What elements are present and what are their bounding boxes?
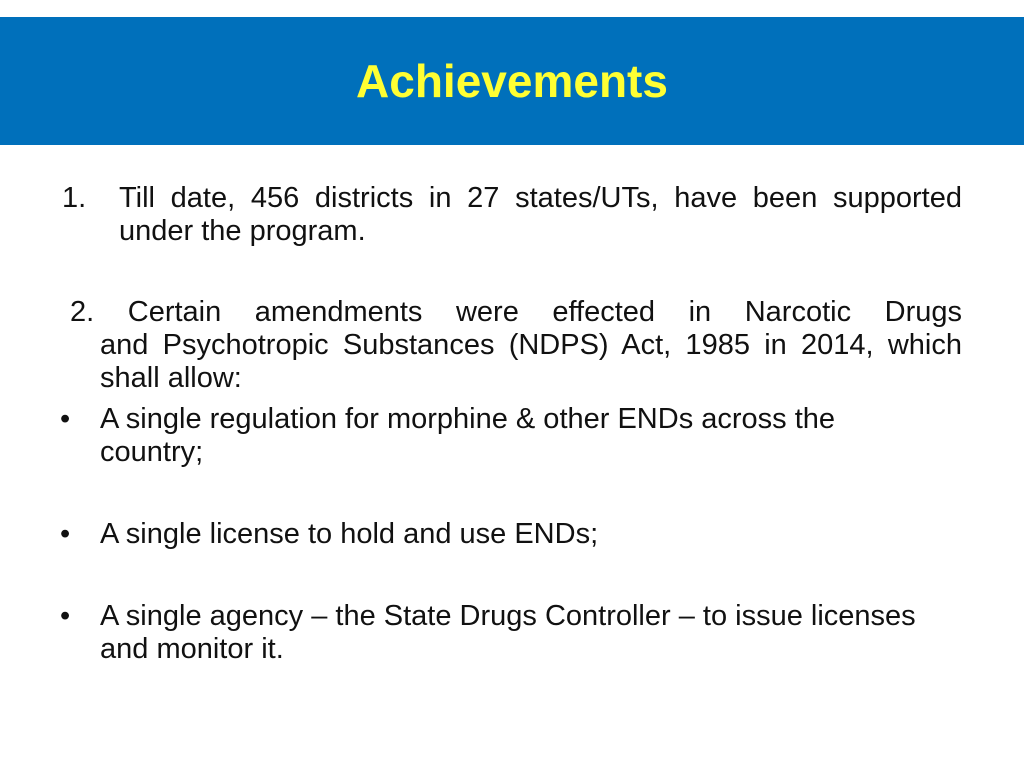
slide-title: Achievements (356, 55, 668, 107)
numbered-item-2 (70, 296, 962, 395)
title-bar (0, 17, 1024, 145)
item-first-line (70, 296, 962, 329)
bullet-item (60, 518, 940, 551)
bullet-text: A single license to hold and use ENDs; (100, 518, 599, 550)
item-text-continuation: and Psychotropic Substances (NDPS) Act, 1985 in 2014, which shall allow: (100, 329, 962, 394)
item-text: Till date, 456 districts in 27 states/UTs, have been supported under the program. (119, 182, 962, 247)
item-number: 1. (62, 182, 87, 214)
bullet-text: A single regulation for morphine & other ENDs across the country; (100, 403, 836, 468)
bullet-item (60, 403, 940, 469)
item-text-first-line: Certain amendments were effected in Narcotic Drugs (127, 296, 962, 328)
bullet-text: A single agency – the State Drugs Controller – to issue licenses and monitor it. (100, 600, 916, 665)
numbered-item-1 (62, 182, 962, 248)
bullet-marker: • (60, 403, 71, 435)
bullet-marker: • (60, 518, 71, 550)
bullet-item (60, 600, 940, 666)
item-number: 2. (70, 296, 95, 328)
bullet-marker: • (60, 600, 71, 632)
